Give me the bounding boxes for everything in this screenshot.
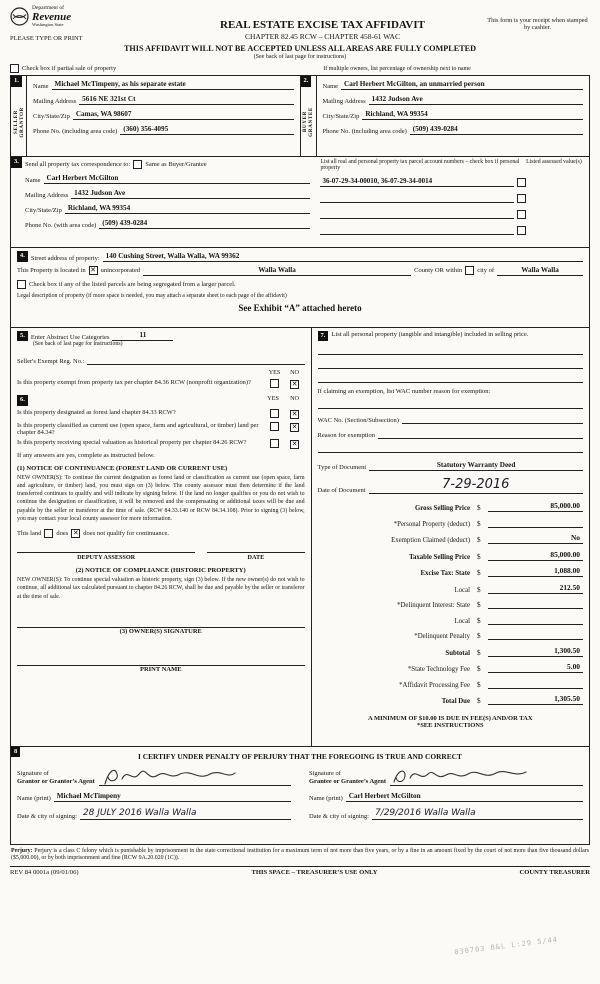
- grantee-agent-label: Grantee or Grantee’s Agent: [309, 777, 387, 785]
- nonprofit-no-checkbox[interactable]: ✕: [291, 380, 298, 388]
- parcel-line-2[interactable]: [320, 193, 514, 203]
- fee-row-subtotal: Subtotal $ 1,300.50: [318, 646, 583, 657]
- street-address-label: Street address of property:: [30, 254, 100, 262]
- grantor-agent-label: Grantor or Grantor’s Agent: [17, 777, 95, 785]
- seller-address-field[interactable]: 5616 NE 321st Ct: [79, 95, 293, 105]
- please-type-or-print-note: PLEASE TYPE OR PRINT: [10, 35, 83, 42]
- abstract-use-label: Enter Abstract Use Categories: [30, 334, 110, 341]
- wac-number-label: WAC No. (Section/Subsection): [317, 417, 399, 424]
- form-header: [10, 6, 590, 42]
- city-of-label: city of: [477, 267, 494, 274]
- parcel-personal-checkbox-2[interactable]: [517, 194, 526, 203]
- state-technology-fee-field[interactable]: 5.00: [488, 662, 583, 673]
- send-correspondence-label: Send all property tax correspondence to:: [25, 161, 131, 168]
- legal-description-label: Legal description of property (if more space is needed, you may attach a separate sheet to each page of the affidavit): [17, 292, 287, 299]
- fee-row-gross-selling-price: Gross Selling Price $ 85,000.00: [318, 501, 583, 512]
- type-of-document-label: Type of Document: [317, 464, 367, 471]
- form-title: REAL ESTATE EXCISE TAX AFFIDAVIT: [220, 19, 425, 31]
- treasurer-use-only-label: THIS SPACE – TREASURER’S USE ONLY: [251, 869, 378, 877]
- buyer-phone-field[interactable]: (509) 439-0284: [410, 125, 583, 135]
- header-left: [10, 6, 160, 42]
- certification-section: [10, 747, 590, 845]
- completion-warning: THIS AFFIDAVIT WILL NOT BE ACCEPTED UNLESS ALL AREAS ARE FULLY COMPLETED: [123, 44, 477, 53]
- perjury-lead: Perjury:: [11, 847, 33, 854]
- parcel-line-4[interactable]: [320, 225, 514, 235]
- notice-continuance-body: NEW OWNER(S): To continue the current designation as forest land or classification as current use (open space, farm and agriculture, or timber) land, you must sign on (3) below. The county assessor must then determine if the land transferred continues to qualify and will indicate by signing below. If the land no longer qualifies or you do not wish to continue the designation or classification, it will be removed and the compensating or additional taxes will be due and payable by the seller or transferor at the time of sale. (RCW 84.33.140 or RCW 84.34.108). Prior to signing (3) below, you may contact your local county assessor for more information.: [17, 474, 305, 522]
- gross-selling-price-field[interactable]: 85,000.00: [488, 501, 583, 512]
- notice-compliance-body: NEW OWNER(S): To continue special valuation as historic property, sign (3) below. If the new owner(s) do not wish to continue, all additional tax calculated pursuant to chapter 84.26 RCW, shall be due and payable by the seller or transferor at the time of sale.: [17, 577, 305, 600]
- no-header: NO: [290, 369, 300, 376]
- parcel-line-3[interactable]: [320, 209, 514, 219]
- located-in-label: This Property is located in: [17, 267, 86, 274]
- unincorporated-label: unincorporated: [100, 267, 140, 274]
- section-2-number: 2.: [301, 76, 312, 87]
- grantor-date-city-label: Date & city of signing:: [17, 812, 77, 820]
- buyer-vertical-label-1: BUYER: [302, 111, 308, 133]
- correspondence-citystatezip-field[interactable]: Richland, WA 99354: [65, 204, 311, 214]
- unincorporated-checkbox[interactable]: ✕: [90, 266, 97, 274]
- minimum-due-note: A MINIMUM OF $10.00 IS DUE IN FEE(S) AND/OR TAX: [367, 715, 533, 722]
- section-4-number: 4.: [17, 251, 28, 262]
- grantee-date-city-label: Date & city of signing:: [309, 812, 369, 820]
- dollar-sign: $: [476, 601, 481, 609]
- wac-number-field[interactable]: [402, 414, 583, 424]
- section-7-number: 7.: [318, 331, 329, 342]
- excise-tax-local-field[interactable]: 212.50: [488, 583, 583, 594]
- department-of-revenue-logo: [10, 6, 160, 27]
- reason-for-exemption-line-2[interactable]: [318, 443, 583, 453]
- logo-wordmark: [32, 6, 71, 27]
- section6-yes-header: YES: [267, 395, 279, 402]
- buyer-address-label: Mailing Address: [322, 98, 366, 105]
- does-label: does: [56, 530, 69, 538]
- abstract-use-field[interactable]: 11: [112, 331, 173, 341]
- grantor-date-city-field[interactable]: 28 JULY 2016 Walla Walla: [80, 808, 291, 820]
- this-land-label: This land: [17, 530, 42, 538]
- yes-header: YES: [268, 369, 281, 376]
- partial-sale-label: Check box if partial sale of property: [22, 65, 117, 72]
- buyer-side-strip: [301, 76, 317, 156]
- seller-name-label: Name: [33, 83, 49, 90]
- section-6-number: 6.: [17, 395, 28, 406]
- parcel-numbers-field[interactable]: 36-07-29-34-00010, 36-07-29-34-0014: [320, 177, 514, 187]
- buyer-phone-label: Phone No. (including area code): [322, 128, 407, 135]
- dollar-sign: $: [476, 680, 481, 689]
- dollar-sign: $: [476, 536, 481, 544]
- buyer-name-label: Name: [322, 83, 339, 90]
- land-does-not-checkbox[interactable]: ✕: [72, 529, 79, 538]
- receipt-note: This form is your receipt when stamped by cashier.: [487, 17, 588, 31]
- correspondence-fields: [11, 157, 315, 247]
- perjury-body: Perjury is a class C felony which is punishable by imprisonment in the state correctional institution for a maximum term of not more than five years, or by a fine in an amount fixed by the court of not more than five thousand dollars ($5,000.00), or by both imprisonment and fine (RCW 9A.20.020 (1C)).: [11, 847, 589, 862]
- personal-property-line-1[interactable]: [318, 345, 583, 355]
- middle-two-columns: [10, 328, 590, 747]
- seller-phone-label: Phone No. (including area code): [33, 128, 118, 135]
- grantor-signature-scribble: [99, 765, 239, 789]
- fee-row-excise-tax-local: Local $ 212.50: [318, 583, 583, 594]
- historic-property-question: Is this property receiving special valuation as historical property per chapter 84.26 RCW?: [17, 438, 247, 446]
- dollar-sign: $: [476, 616, 481, 625]
- grantor-signature-field[interactable]: [99, 765, 291, 786]
- fee-row-total-due: Total Due $ 1,305.50: [318, 694, 583, 705]
- fee-row-affidavit-processing-fee: *Affidavit Processing Fee $: [318, 679, 583, 689]
- seller-address-label: Mailing Address: [33, 98, 77, 105]
- dollar-sign: $: [476, 665, 481, 673]
- personal-property-deduct-field[interactable]: [488, 518, 583, 528]
- partial-sale-row: [10, 64, 590, 73]
- county-treasurer-label: COUNTY TREASURER: [519, 869, 590, 877]
- seller-fields: [27, 76, 300, 156]
- subtotal-field[interactable]: 1,300.50: [488, 646, 583, 657]
- dollar-sign: $: [476, 552, 481, 561]
- fee-row-delinquent-interest-state: *Delinquent Interest: State $: [318, 599, 583, 609]
- logo-state-text: Washington State: [32, 21, 64, 27]
- section-5-number: 5.: [17, 331, 28, 342]
- historic-no-checkbox[interactable]: ✕: [291, 439, 298, 448]
- delinquent-penalty-field[interactable]: [488, 630, 583, 640]
- fee-row-personal-property-deduct: *Personal Property (deduct) $: [318, 518, 583, 528]
- legal-description-value[interactable]: See Exhibit “A” attached hereto: [238, 302, 362, 313]
- section6-no-header: NO: [290, 395, 300, 402]
- deputy-assessor-signature-line[interactable]: DEPUTY ASSESSOR: [17, 552, 195, 561]
- current-use-yes-checkbox[interactable]: [270, 422, 279, 431]
- grantee-name-print-field[interactable]: Carl Herbert McGilton: [346, 792, 583, 802]
- buyer-address-field[interactable]: 1432 Judson Ave: [369, 95, 583, 105]
- tax-correspondence-section: [10, 157, 590, 248]
- seller-phone-field[interactable]: (360) 356-4095: [120, 125, 293, 135]
- total-due-field[interactable]: 1,305.50: [488, 694, 583, 705]
- sellers-exempt-reg-label: Seller's Exempt Reg. No.:: [17, 358, 85, 365]
- excise-tax-state-field[interactable]: 1,088.00: [488, 566, 583, 577]
- dollar-sign: $: [476, 569, 481, 577]
- deputy-assessor-row: [17, 552, 305, 561]
- date-of-document-label: Date of Document: [317, 487, 366, 494]
- deputy-assessor-date-line[interactable]: DATE: [207, 552, 304, 561]
- nonprofit-yes-checkbox[interactable]: [270, 379, 279, 388]
- buyer-citystatezip-label: City/State/Zip: [322, 113, 360, 120]
- seller-grantor-box: [11, 76, 300, 156]
- section5-yes-no-header: [17, 369, 305, 376]
- if-yes-note: If any answers are yes, complete as instructed below.: [17, 451, 155, 459]
- form-chapter-subtitle: CHAPTER 82.45 RCW – CHAPTER 458-61 WAC: [245, 32, 400, 41]
- reason-for-exemption-field[interactable]: [378, 429, 583, 439]
- forest-land-question-row: [17, 409, 305, 419]
- owners-signature-label: (3) OWNER(S) SIGNATURE: [119, 627, 202, 635]
- section-8-number: 8: [11, 747, 20, 758]
- seller-name-field[interactable]: Michael McTimpeny, as his separate estate: [52, 80, 294, 90]
- section-1-number: 1.: [11, 76, 22, 87]
- personal-property-line-2[interactable]: [318, 359, 583, 369]
- type-of-document-field[interactable]: Statutory Warranty Deed: [369, 461, 583, 471]
- exemption-claimed-field[interactable]: No: [488, 533, 583, 544]
- personal-property-label: List all personal property (tangible and intangible) included in selling price.: [331, 330, 529, 338]
- parcel-personal-checkbox-4[interactable]: [517, 226, 526, 235]
- notice-continuance-title: (1) NOTICE OF CONTINUANCE (FOREST LAND OR CURRENT USE): [17, 464, 228, 472]
- sellers-exempt-reg-field[interactable]: [87, 355, 304, 365]
- multiple-owners-note: If multiple owners, list percentage of ownership next to name: [323, 65, 471, 72]
- same-as-buyer-label: Same as Buyer/Grantee: [145, 161, 207, 168]
- seller-citystatezip-label: City/State/Zip: [33, 113, 70, 120]
- nonprofit-question: Is this property exempt from property tax per chapter 84.36 RCW (nonprofit organization)?: [17, 379, 251, 386]
- footer-row: [10, 866, 590, 876]
- fee-row-exemption-claimed: Exemption Claimed (deduct) $ No: [318, 533, 583, 544]
- dollar-sign: $: [476, 585, 481, 594]
- seller-citystatezip-field[interactable]: Camas, WA 98607: [73, 110, 294, 120]
- correspondence-name-label: Name: [25, 177, 41, 184]
- land-does-checkbox[interactable]: [44, 529, 53, 538]
- perjury-statement: [10, 848, 590, 864]
- correspondence-address-field[interactable]: 1432 Judson Ave: [71, 189, 310, 199]
- seller-vertical-label-1: SELLER: [12, 109, 19, 135]
- fee-row-state-technology-fee: *State Technology Fee $ 5.00: [318, 662, 583, 673]
- affidavit-processing-fee-field[interactable]: [488, 679, 583, 689]
- assessed-values-label: Listed assessed value(s): [526, 159, 582, 165]
- header-center: [160, 6, 485, 41]
- nonprofit-question-row: [17, 379, 305, 389]
- exemption-claim-line[interactable]: [318, 399, 583, 409]
- section6-header-row: [17, 395, 305, 406]
- correspondence-phone-field[interactable]: (509) 439-0284: [99, 219, 310, 229]
- logo-dept-text: Department of: [32, 5, 64, 11]
- grantee-signature-of-label: Signature of: [309, 769, 341, 777]
- perjury-certification-statement: I CERTIFY UNDER PENALTY OF PERJURY THAT THE FOREGOING IS TRUE AND CORRECT: [138, 751, 462, 761]
- buyer-grantee-box: [300, 76, 590, 156]
- forest-land-no-checkbox[interactable]: ✕: [291, 409, 298, 418]
- section-3-number: 3.: [11, 157, 22, 168]
- parcel-personal-checkbox-3[interactable]: [517, 210, 526, 219]
- grantee-date-city-field[interactable]: 7/29/2016 Walla Walla: [372, 808, 583, 820]
- see-instructions-note: *SEE INSTRUCTIONS: [416, 722, 484, 729]
- current-use-no-checkbox[interactable]: ✕: [291, 422, 298, 431]
- logo-revenue-text: Revenue: [32, 10, 72, 23]
- abstract-use-row: [17, 331, 305, 342]
- grantee-signature-field[interactable]: [390, 765, 583, 786]
- property-address-section: [10, 248, 590, 328]
- delinquent-interest-state-field[interactable]: [488, 599, 583, 609]
- dollar-sign: $: [476, 697, 481, 705]
- fee-row-excise-tax-state: Excise Tax: State $ 1,088.00: [318, 566, 583, 577]
- print-name-label: PRINT NAME: [139, 665, 182, 673]
- personal-property-line-3[interactable]: [318, 373, 583, 383]
- right-column-section-7: [312, 328, 589, 746]
- fee-row-taxable-selling-price: Taxable Selling Price $ 85,000.00: [318, 550, 583, 561]
- historic-yes-checkbox[interactable]: [270, 439, 279, 448]
- correspondence-citystatezip-label: City/State/Zip: [25, 207, 62, 214]
- parties-section: [10, 75, 590, 157]
- fee-row-delinquent-penalty: *Delinquent Penalty $: [318, 630, 583, 640]
- parcel-personal-checkbox-1[interactable]: [517, 178, 526, 187]
- grantor-name-print-field[interactable]: Michael McTimpeny: [54, 792, 291, 802]
- parcel-header-label: List all real and personal property tax parcel account numbers – check box if personal property: [320, 159, 520, 171]
- buyer-fields: [317, 76, 590, 156]
- faint-treasurer-stamp: 030703 B&L L:29 5/44: [453, 935, 559, 957]
- continuance-qualify-row: [17, 529, 305, 538]
- same-as-buyer-checkbox[interactable]: [133, 160, 142, 169]
- current-use-question: Is this property classified as current use (open space, farm and agricultural, or timber) land per chapter 84.34?: [17, 421, 259, 436]
- parcel-numbers-area: [315, 157, 589, 247]
- buyer-vertical-label-2: GRANTEE: [308, 107, 314, 137]
- forest-land-question: Is this property designated as forest land chapter 84.33 RCW?: [17, 408, 176, 416]
- section5-see-back-note: (See back of last page for instructions): [33, 341, 123, 347]
- grantee-name-print-label: Name (print): [309, 794, 343, 802]
- fee-row-delinquent-interest-local: Local $: [318, 615, 583, 625]
- current-use-question-row: [17, 422, 305, 436]
- taxable-selling-price-field[interactable]: 85,000.00: [488, 550, 583, 561]
- dollar-sign: $: [476, 519, 481, 528]
- partial-sale-checkbox[interactable]: [10, 64, 19, 73]
- segregated-checkbox[interactable]: [17, 280, 26, 289]
- county-or-within-label: County OR within: [414, 267, 463, 274]
- does-not-qualify-label: does not qualify for continuance.: [83, 530, 170, 538]
- dollar-sign: $: [476, 648, 481, 657]
- revenue-logo-icon: [10, 7, 29, 26]
- segregated-label: Check box if any of the listed parcels are being segregated from a larger parcel.: [29, 280, 236, 288]
- county-field[interactable]: Walla Walla: [143, 266, 411, 276]
- grantor-signature-of-label: Signature of: [17, 769, 49, 777]
- exemption-claim-label: If claiming an exemption, list WAC number reason for exemption:: [317, 388, 491, 395]
- delinquent-interest-local-field[interactable]: [488, 615, 583, 625]
- grantor-signature-block: [17, 765, 291, 820]
- grantor-name-print-label: Name (print): [17, 794, 51, 802]
- seller-vertical-label-2: GRANTOR: [18, 106, 25, 138]
- see-back-note: (See back of last page for instructions): [253, 54, 347, 60]
- city-checkbox[interactable]: [465, 266, 474, 275]
- seller-side-strip: [11, 76, 27, 156]
- correspondence-name-field[interactable]: Carl Herbert McGilton: [44, 174, 311, 184]
- form-revision-number: REV 84 0001a (09/01/06): [10, 869, 79, 877]
- left-column: [11, 328, 312, 746]
- grantee-signature-block: [309, 765, 583, 820]
- correspondence-phone-label: Phone No. (with area code): [25, 222, 97, 229]
- buyer-name-field[interactable]: Carl Herbert McGilton, an unmarried person: [341, 80, 583, 90]
- grantee-signature-scribble: [390, 765, 530, 789]
- notice-compliance-title: (2) NOTICE OF COMPLIANCE (HISTORIC PROPERTY): [75, 567, 246, 575]
- dollar-sign: $: [476, 632, 481, 640]
- correspondence-address-label: Mailing Address: [25, 192, 69, 199]
- dollar-sign: $: [476, 504, 481, 512]
- date-of-document-field[interactable]: 7-29-2016: [369, 477, 583, 494]
- reason-for-exemption-label: Reason for exemption: [317, 432, 375, 439]
- fee-table: [318, 501, 583, 705]
- street-address-field[interactable]: 140 Cushing Street, Walla Walla, WA 99362: [103, 252, 583, 262]
- city-field[interactable]: Walla Walla: [497, 266, 583, 276]
- buyer-citystatezip-field[interactable]: Richland, WA 99354: [362, 110, 583, 120]
- forest-land-yes-checkbox[interactable]: [270, 409, 279, 418]
- historic-property-question-row: [17, 439, 305, 449]
